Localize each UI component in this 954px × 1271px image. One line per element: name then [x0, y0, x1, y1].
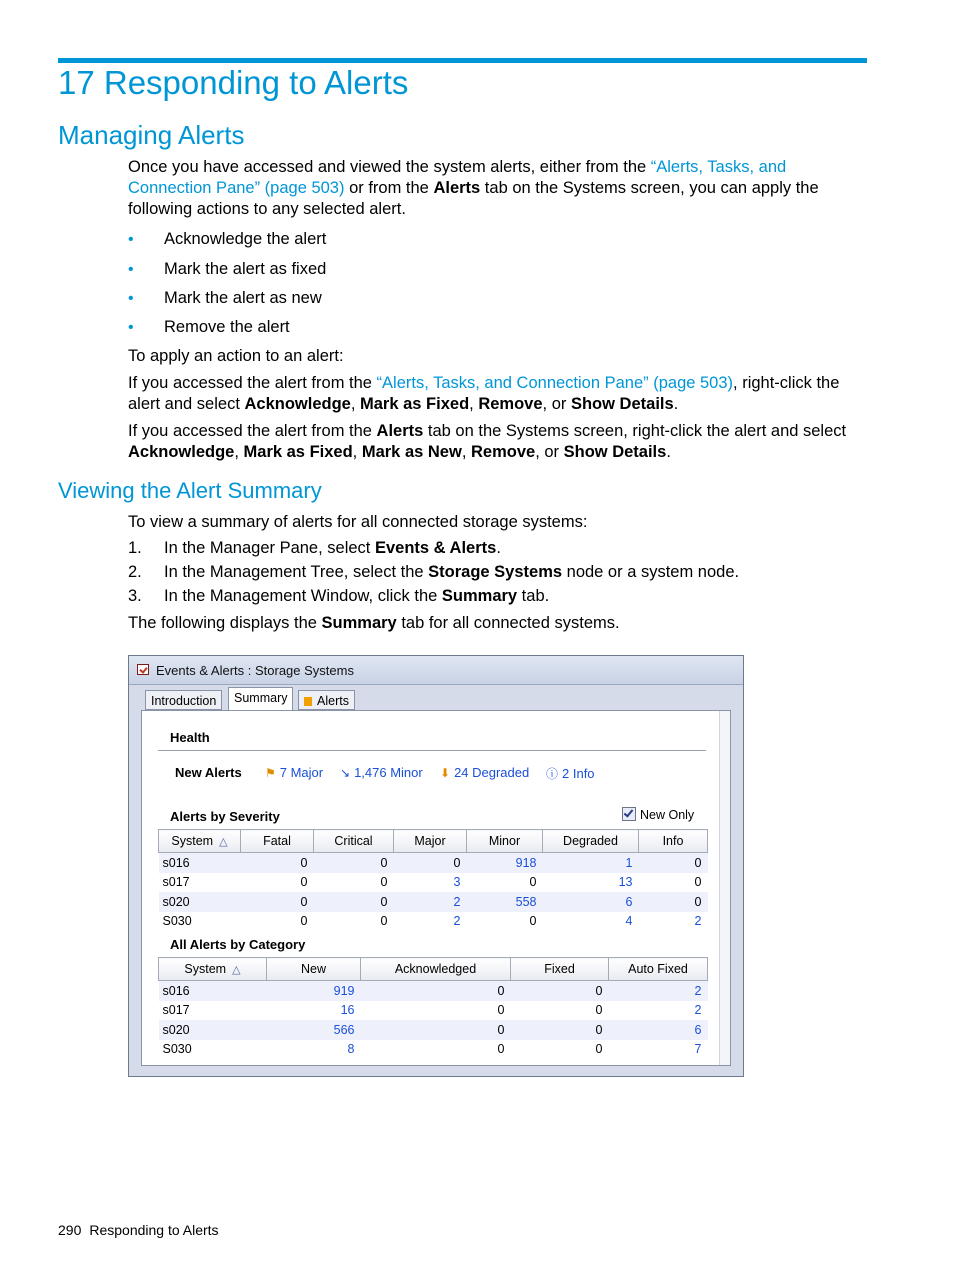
new-only-checkbox[interactable]: New Only [622, 807, 694, 822]
new-alerts-info-link[interactable]: ⓘ 2 Info [546, 766, 595, 781]
column-header-label: Major [414, 834, 446, 848]
severity-column-header[interactable] [639, 830, 708, 853]
value-cell: 0 [241, 892, 314, 912]
column-header-label: System [171, 834, 214, 848]
value-cell: 16 [340, 1003, 355, 1018]
system-cell: s020 [159, 1020, 267, 1040]
managing-intro: Once you have accessed and viewed the system alerts, either from the “Alerts, Tasks, and Connection Pane” (page 503) or from the Alerts tab on the Systems screen, you can apply the following actions to any selected alert. [128, 158, 819, 218]
value-cell: 0 [361, 1020, 511, 1040]
value-cell: 2 [694, 1003, 702, 1018]
value-cell: 0 [314, 892, 394, 912]
column-header-label: Minor [488, 834, 521, 848]
section-title-viewing-summary: Viewing the Alert Summary [58, 478, 322, 503]
severity-heading: Alerts by Severity [170, 809, 280, 824]
column-header-label: System [184, 962, 227, 976]
sort-ascending-icon: △ [219, 836, 228, 848]
value-cell: 0 [497, 1003, 505, 1018]
tab-alerts[interactable]: Alerts [298, 690, 355, 710]
value-cell: 8 [347, 1042, 355, 1057]
value-cell: 566 [267, 1020, 361, 1040]
value-cell: 0 [639, 853, 708, 873]
table-row[interactable] [159, 912, 708, 932]
value-cell: 0 [380, 875, 388, 890]
column-header-label: Critical [334, 834, 373, 848]
tab-introduction[interactable]: Introduction [145, 690, 222, 710]
severity-table [158, 829, 708, 931]
table-row[interactable] [159, 1001, 708, 1021]
severity-column-header[interactable] [159, 830, 241, 853]
value-cell: 6 [543, 892, 639, 912]
apply-para-pane: If you accessed the alert from the “Alerts, Tasks, and Connection Pane” (page 503), right-click the alert and select Acknowledge, Mark as Fixed, Remove, or Show Details. [128, 374, 840, 413]
arrow-down-right-icon: ↘ [340, 766, 351, 780]
bullet-icon: • [128, 319, 134, 336]
chapter-rule [58, 58, 867, 63]
window-titlebar [129, 656, 743, 685]
tab-summary[interactable]: Summary [228, 687, 293, 711]
bullet-icon: • [128, 290, 134, 307]
system-cell: s016 [159, 853, 241, 873]
apply-intro: To apply an action to an alert: [128, 347, 344, 365]
events-alerts-window [128, 655, 744, 1077]
category-table [158, 957, 708, 1059]
table-row[interactable] [159, 873, 708, 893]
value-cell: 0 [595, 1042, 603, 1057]
value-cell: 0 [511, 981, 609, 1001]
category-column-header[interactable] [361, 958, 511, 981]
category-column-header[interactable] [159, 958, 267, 981]
events-alerts-icon [137, 664, 149, 675]
value-cell: 13 [618, 875, 633, 890]
column-header-label: Auto Fixed [628, 962, 688, 976]
column-header-label: Fatal [263, 834, 291, 848]
table-row[interactable] [159, 981, 708, 1001]
bullet-icon: • [128, 231, 134, 248]
category-column-header[interactable] [609, 958, 708, 981]
section-title-managing-alerts: Managing Alerts [58, 120, 245, 150]
value-cell: 2 [453, 914, 461, 929]
system-cell: S030 [162, 914, 192, 929]
system-cell: S030 [162, 1042, 192, 1057]
severity-column-header[interactable] [467, 830, 543, 853]
value-cell: 6 [609, 1020, 708, 1040]
value-cell: 4 [625, 914, 633, 929]
value-cell: 0 [511, 1020, 609, 1040]
value-cell: 0 [300, 914, 308, 929]
health-heading: Health [170, 730, 210, 745]
value-cell: 2 [694, 914, 702, 929]
value-cell: 918 [467, 853, 543, 873]
value-cell: 919 [267, 981, 361, 1001]
value-cell: 0 [497, 1042, 505, 1057]
severity-column-header[interactable] [314, 830, 394, 853]
value-cell: 0 [300, 875, 308, 890]
table-row[interactable] [159, 853, 708, 873]
severity-column-header[interactable] [241, 830, 314, 853]
value-cell: 0 [694, 875, 702, 890]
system-cell: s020 [159, 892, 241, 912]
alerts-pane-link[interactable]: “Alerts, Tasks, and Connection Pane” (page 503) [128, 158, 787, 197]
value-cell: 0 [394, 853, 467, 873]
arrow-down-icon: ⬇ [440, 766, 451, 780]
value-cell: 1 [543, 853, 639, 873]
new-alerts-major-link[interactable]: ⚑ 7 Major [265, 765, 324, 780]
flag-icon [304, 697, 312, 706]
value-cell: 0 [314, 853, 394, 873]
summary-panel [141, 710, 731, 1066]
value-cell: 0 [595, 1003, 603, 1018]
category-column-header[interactable] [267, 958, 361, 981]
table-row[interactable] [159, 1040, 708, 1060]
apply-para-tab: If you accessed the alert from the Alerts tab on the Systems screen, right-click the alert and select Acknowledge, Mark as Fixed, Mark as New, Remove, or Show Details. [128, 422, 847, 461]
page-footer [58, 1222, 227, 1238]
value-cell: 0 [380, 914, 388, 929]
severity-column-header[interactable] [543, 830, 639, 853]
value-cell: 0 [241, 853, 314, 873]
column-header-label: Degraded [563, 834, 618, 848]
value-cell: 0 [361, 981, 511, 1001]
column-header-label: Acknowledged [394, 962, 477, 976]
footer-chapter-name: Responding to Alerts [89, 1222, 219, 1238]
following-text: The following displays the Summary tab for all connected systems. [128, 614, 620, 632]
checkbox-checked-icon [622, 807, 636, 821]
severity-column-header[interactable] [394, 830, 467, 853]
column-header-label: New [300, 962, 326, 976]
table-row[interactable] [159, 892, 708, 912]
value-cell: 2 [609, 981, 708, 1001]
value-cell: 0 [529, 914, 537, 929]
chapter-title: 17 Responding to Alerts [58, 64, 409, 101]
new-alerts-label: New Alerts [175, 765, 242, 780]
value-cell: 558 [467, 892, 543, 912]
system-cell: s017 [162, 875, 190, 890]
category-heading: All Alerts by Category [170, 937, 306, 952]
value-cell: 3 [453, 875, 461, 890]
flag-icon: ⚑ [265, 766, 276, 780]
sort-ascending-icon: △ [232, 964, 241, 976]
divider [158, 750, 706, 751]
summary-intro: To view a summary of alerts for all connected storage systems: [128, 513, 588, 531]
table-row[interactable] [159, 1020, 708, 1040]
page-number: 290 [58, 1222, 82, 1238]
column-header-label: Fixed [544, 962, 575, 976]
column-header-label: Info [662, 834, 684, 848]
value-cell: 0 [529, 875, 537, 890]
info-icon: ⓘ [546, 767, 559, 781]
system-cell: s016 [159, 981, 267, 1001]
value-cell: 7 [694, 1042, 702, 1057]
vertical-scrollbar[interactable] [719, 711, 730, 1065]
category-column-header[interactable] [511, 958, 609, 981]
alerts-pane-link[interactable]: “Alerts, Tasks, and Connection Pane” (page 503) [376, 374, 734, 392]
window-title: Events & Alerts : Storage Systems [156, 663, 354, 678]
new-alerts-minor-link[interactable]: ↘ 1,476 Minor [340, 765, 423, 780]
new-alerts-degraded-link[interactable]: ⬇ 24 Degraded [440, 765, 530, 780]
value-cell: 2 [394, 892, 467, 912]
value-cell: 0 [639, 892, 708, 912]
bullet-icon: • [128, 261, 134, 278]
system-cell: s017 [162, 1003, 190, 1018]
